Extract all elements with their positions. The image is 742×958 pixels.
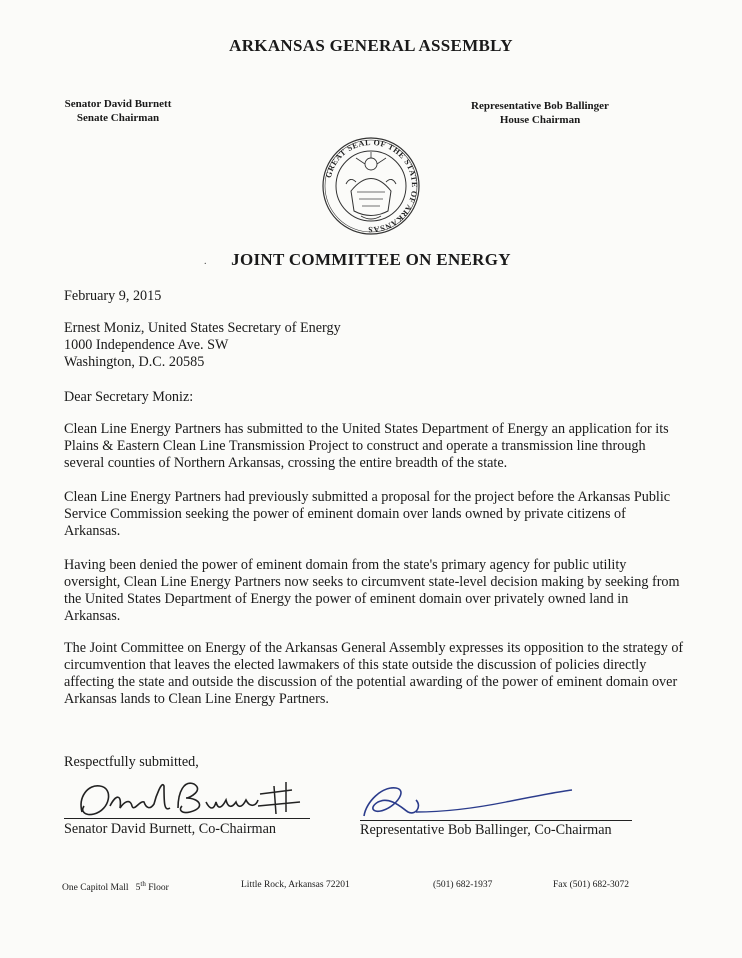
footer-phone: (501) 682-1937 [433,880,493,890]
paragraph: The Joint Committee on Energy of the Arkansas General Assembly expresses its opposition to the strategy of circumvention that leaves the elected lawmakers of this state outside the discussion of policies directly affecting the state and outside the discussion of the potential awarding of the power of eminent domain over Arkansas lands to Clean Line Energy Partners. [64,640,684,707]
footer-city: Little Rock, Arkansas 72201 [241,880,350,890]
signature-ballinger [356,778,586,826]
stray-mark: . [204,256,207,267]
signer-right: Representative Bob Ballinger, Co-Chairman [360,822,612,838]
senate-chair-block [58,97,178,125]
address-line: Ernest Moniz, United States Secretary of Energy [64,320,341,336]
footer-floor-num: 5 [135,883,141,894]
footer-floor-word: Floor [148,883,169,894]
paragraph: Clean Line Energy Partners has submitted to the United States Department of Energy an application for its Plains & Eastern Clean Line Transmission Project to construct and operate a transmission line through several counties of Northern Arkansas, crossing the entire breadth of the state. [64,421,669,471]
svg-text:GREAT SEAL OF THE STATE OF ARK: GREAT SEAL OF THE STATE OF ARKANSAS [323,137,420,235]
closing: Respectfully submitted, [64,754,199,770]
signature-line [360,820,632,821]
letter-date: February 9, 2015 [64,288,162,304]
house-chair-block [452,99,628,127]
signature-burnett [60,772,320,828]
letterhead-title: ARKANSAS GENERAL ASSEMBLY [229,36,513,55]
footer-floor-suffix: th [140,880,146,888]
seal-icon [316,136,426,236]
senate-chair-role: Senate Chairman [76,112,160,124]
paragraph: Having been denied the power of eminent domain from the state's primary agency for public utility oversight, Clean Line Energy Partners now seeks to circumvent state-level decision making by seeking from the United States Department of Energy the power of eminent domain over privately owned land in Arkansas. [64,557,680,624]
house-chair-name: Representative Bob Ballinger [471,100,609,112]
paragraph: Clean Line Energy Partners had previously submitted a proposal for the project before the Arkansas Public Service Commission seeking the power of eminent domain over lands owned by private citizens of Arkansas. [64,489,671,539]
footer-address [62,880,169,893]
signer-left: Senator David Burnett, Co-Chairman [64,821,276,837]
house-chair-role: House Chairman [499,114,581,126]
recipient-address [64,320,684,371]
footer-fax: Fax (501) 682-3072 [553,880,629,890]
address-line: Washington, D.C. 20585 [64,354,205,370]
committee-title: JOINT COMMITTEE ON ENERGY [231,250,511,269]
address-line: 1000 Independence Ave. SW [64,337,229,353]
salutation: Dear Secretary Moniz: [64,389,194,405]
senate-chair-name: Senator David Burnett [64,98,172,110]
footer-street: One Capitol Mall [62,883,129,894]
state-seal [316,136,426,236]
signature-line [64,818,310,819]
